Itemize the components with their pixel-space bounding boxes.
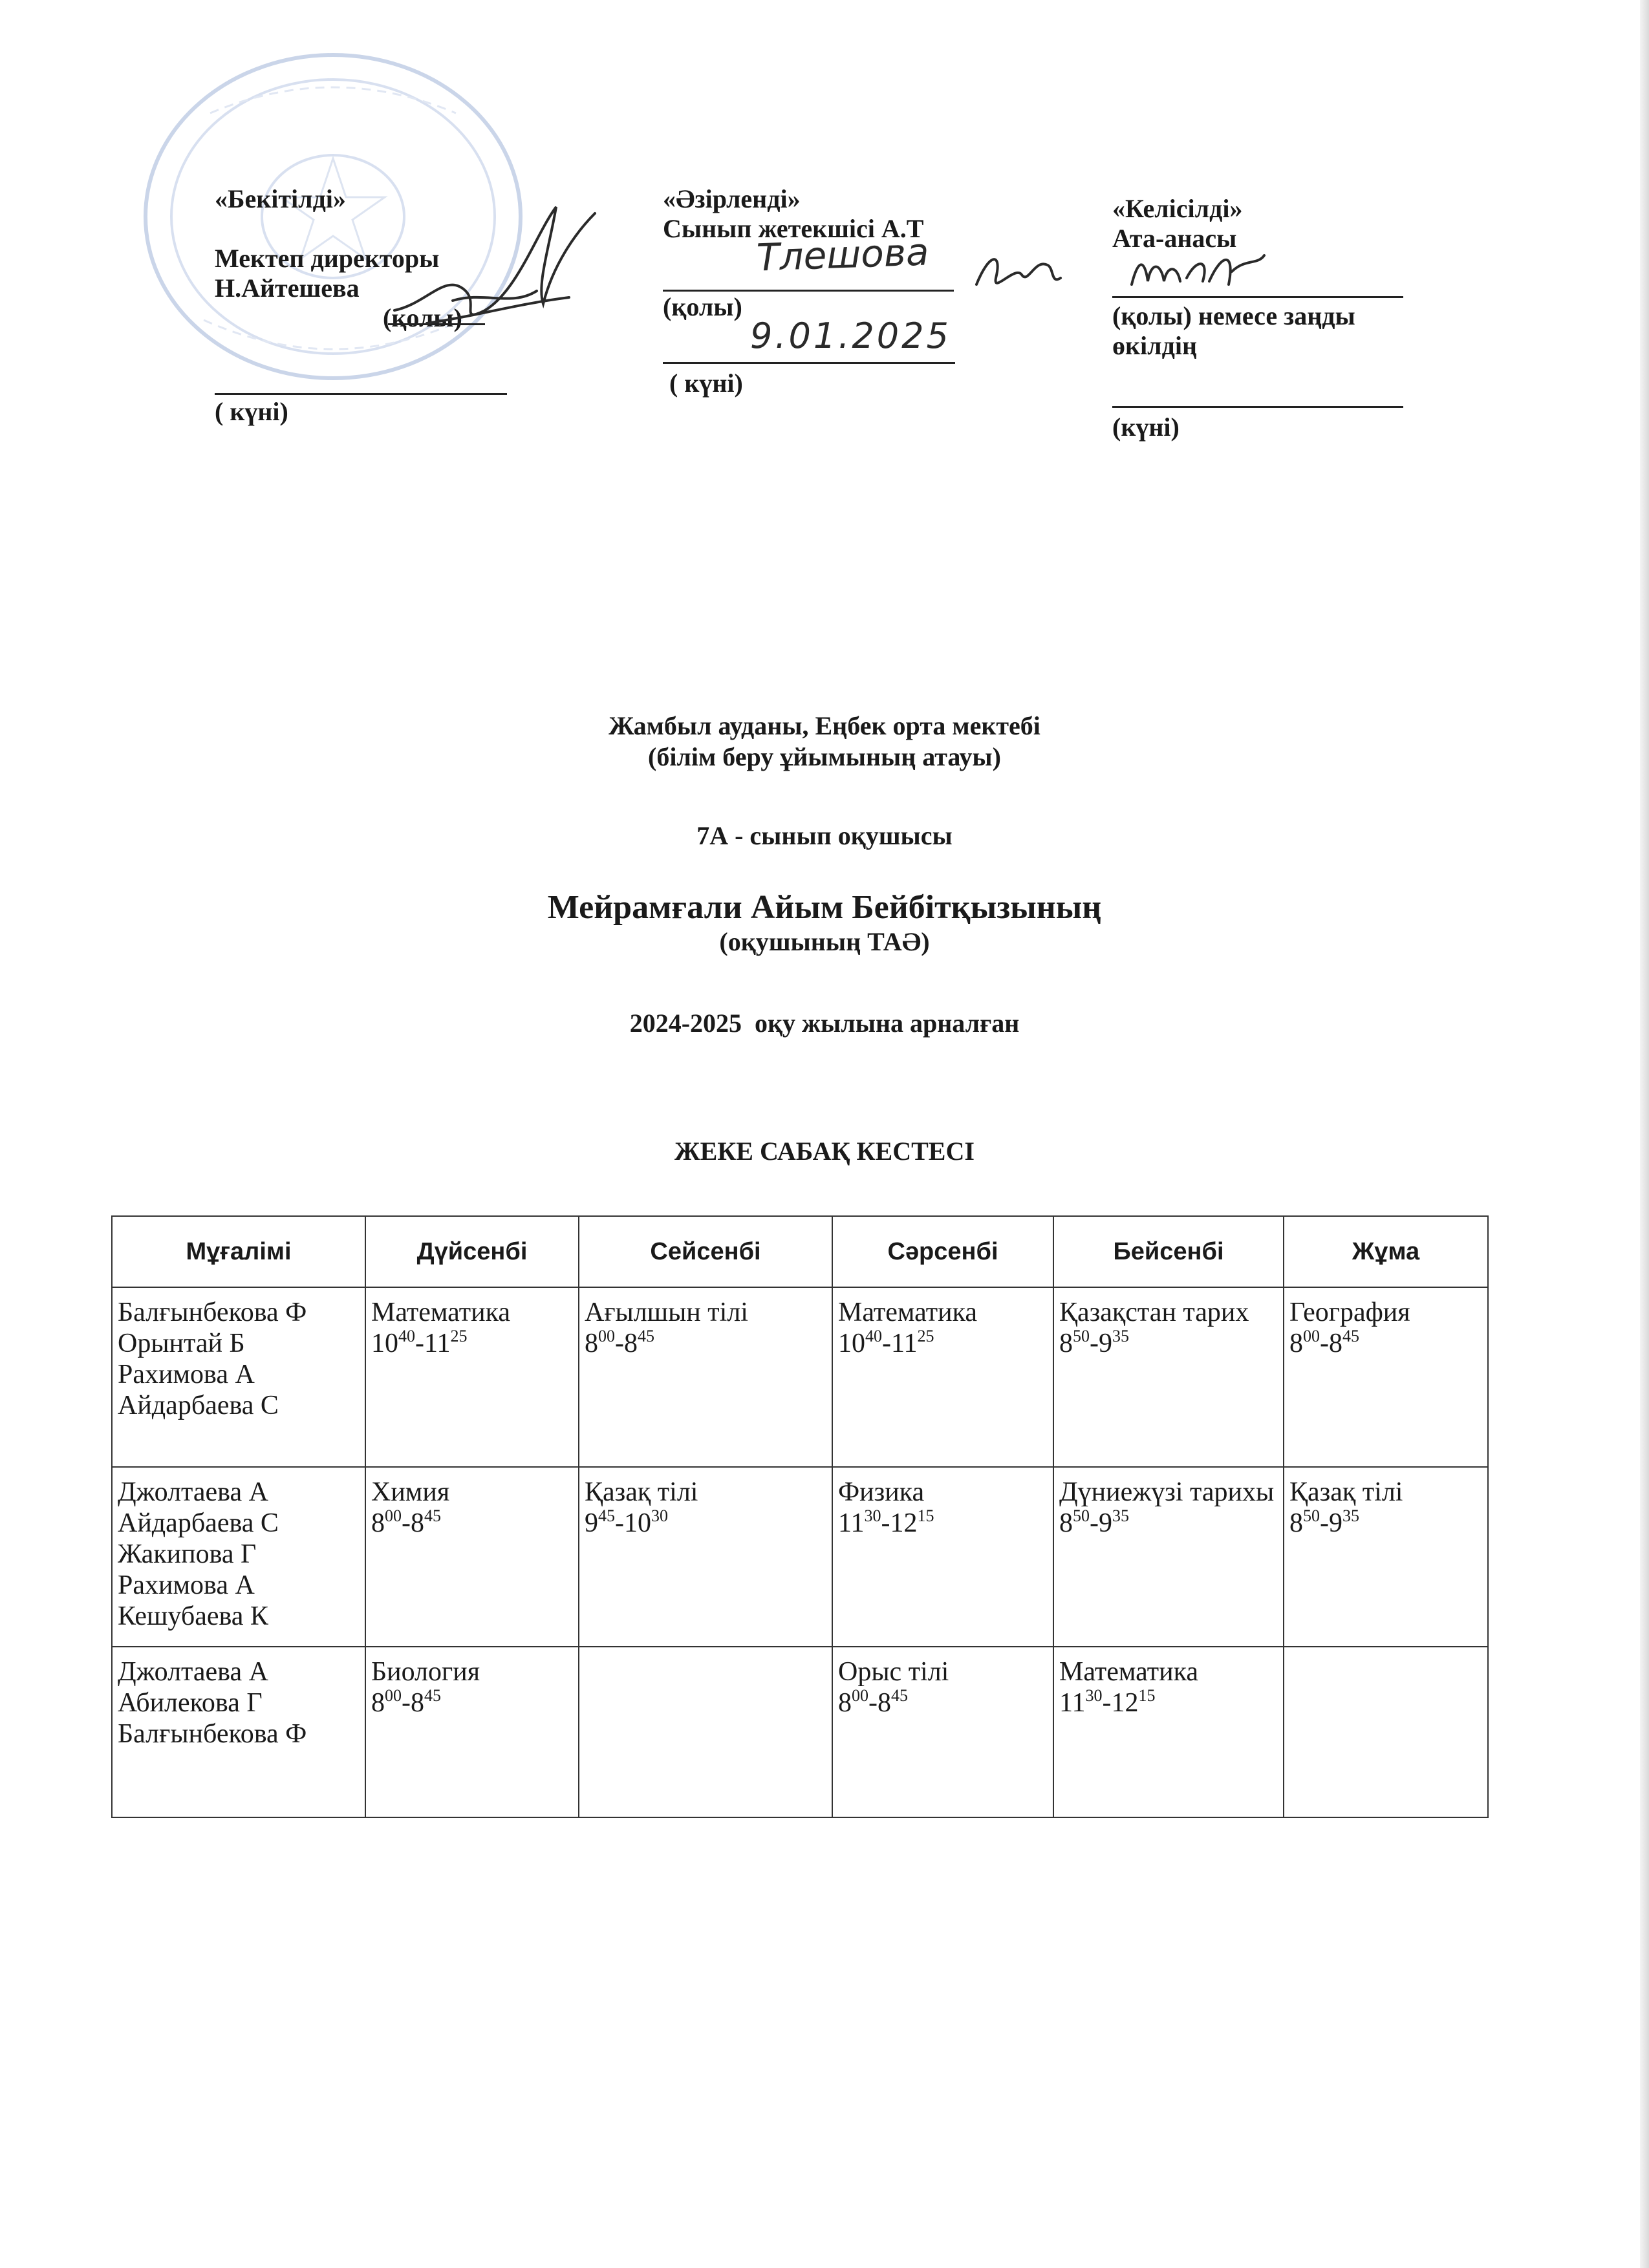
- teacher-name: Кешубаева К: [118, 1601, 268, 1631]
- header-thursday: Бейсенбі: [1053, 1216, 1284, 1287]
- teacher-name: Джолтаева А: [118, 1657, 268, 1687]
- lesson-subject: Қазақ тілі: [585, 1477, 698, 1507]
- teacher-name: Абилекова Г: [118, 1688, 263, 1718]
- teacher-cell: [112, 1467, 365, 1647]
- teacher-name: Айдарбаева С: [118, 1508, 279, 1538]
- student-name: Мейрамғали Айым Бейбітқызының: [547, 889, 1102, 926]
- lesson-cell: [1053, 1287, 1284, 1467]
- lesson-time: $8^{00}-8^{45}$: [371, 1686, 441, 1718]
- time-end-hour: 12: [890, 1508, 918, 1538]
- lesson-time: $11^{30}-12^{15}$: [1059, 1686, 1156, 1718]
- lesson-cell: [365, 1287, 579, 1467]
- teacher-handwritten-date: 9.01.2025: [750, 316, 951, 356]
- time-end-hour: 8: [411, 1508, 424, 1538]
- time-end-hour: 9: [1329, 1508, 1342, 1538]
- teacher-name: Джолтаева А: [118, 1477, 268, 1507]
- class-line: 7А - сынып оқушысы: [696, 821, 953, 850]
- time-start-minute: 00: [598, 1327, 615, 1345]
- time-end-minute: 35: [1342, 1506, 1359, 1525]
- time-start-hour: 8: [1059, 1508, 1073, 1538]
- agreed-sign-label: (қолы) немесе заңды: [1112, 301, 1355, 330]
- lesson-time: $8^{00}-8^{45}$: [838, 1686, 908, 1718]
- scan-edge-shadow: [1640, 0, 1649, 2268]
- agreed-title: «Келісілді»: [1112, 194, 1243, 223]
- teacher-signature: [970, 239, 1067, 304]
- teacher-name: Балғынбекова Ф: [118, 1298, 307, 1327]
- time-end-hour: 8: [1329, 1329, 1342, 1358]
- lesson-cell: [579, 1287, 832, 1467]
- agreed-sign-labels: [1112, 301, 1355, 361]
- approved-title: «Бекітілді»: [215, 184, 346, 213]
- lesson-time: $8^{00}-8^{45}$: [371, 1506, 441, 1538]
- lesson-subject: Физика: [838, 1477, 925, 1507]
- lesson-subject: Орыс тілі: [838, 1657, 949, 1687]
- parent-position: Ата-анасы: [1112, 224, 1237, 253]
- time-start-hour: 8: [1059, 1329, 1073, 1358]
- lesson-cell: [365, 1647, 579, 1817]
- lesson-subject: Қазақстан тарих: [1059, 1298, 1249, 1327]
- lesson-time: $10^{40}-11^{25}$: [371, 1327, 468, 1358]
- lesson-time: $11^{30}-12^{15}$: [838, 1506, 934, 1538]
- time-end-hour: 9: [1099, 1508, 1112, 1538]
- teacher-name: Рахимова А: [118, 1360, 255, 1389]
- lesson-time: $8^{50}-9^{35}$: [1059, 1327, 1129, 1358]
- director-position: Мектеп директоры: [215, 244, 440, 273]
- class-teacher-position: Сынып жетекшісі А.Т: [663, 214, 924, 243]
- time-start-minute: 40: [398, 1327, 415, 1345]
- time-end-minute: 45: [424, 1686, 441, 1705]
- parent-date-line: [1112, 406, 1403, 408]
- school-name-note: (білім беру ұйымының атауы): [648, 742, 1001, 771]
- time-start-minute: 00: [852, 1686, 868, 1705]
- lesson-subject: Ағылшын тілі: [585, 1298, 748, 1327]
- lesson-time: $8^{00}-8^{45}$: [1289, 1327, 1359, 1358]
- time-start-hour: 8: [371, 1688, 385, 1718]
- table-row: [112, 1647, 1488, 1817]
- time-start-hour: 9: [585, 1508, 598, 1538]
- header-monday: Дүйсенбі: [365, 1216, 579, 1287]
- time-end-hour: 8: [411, 1688, 424, 1718]
- time-end-minute: 25: [917, 1327, 934, 1345]
- table-row: [112, 1287, 1488, 1467]
- teacher-name: Орынтай Б: [118, 1329, 245, 1358]
- lesson-subject: География: [1289, 1298, 1410, 1327]
- lesson-cell: [1284, 1647, 1488, 1817]
- time-start-minute: 50: [1303, 1506, 1320, 1525]
- time-start-hour: 11: [1059, 1688, 1086, 1718]
- director-name: Н.Айтешева: [215, 273, 360, 303]
- table-row: [112, 1467, 1488, 1647]
- approved-sign-label: (қолы): [383, 303, 462, 332]
- lesson-subject: Математика: [838, 1298, 977, 1327]
- time-end-hour: 8: [624, 1329, 638, 1358]
- lesson-subject: Биология: [371, 1657, 480, 1687]
- time-end-minute: 35: [1112, 1506, 1129, 1525]
- parent-signature: [1125, 246, 1274, 304]
- lesson-subject: Қазақ тілі: [1289, 1477, 1403, 1507]
- lesson-time: $10^{40}-11^{25}$: [838, 1327, 934, 1358]
- time-start-minute: 30: [1085, 1686, 1103, 1705]
- academic-year-line: 2024-2025 оқу жылына арналған: [629, 1009, 1020, 1038]
- lesson-cell: [1053, 1647, 1284, 1817]
- teacher-cell: [112, 1647, 365, 1817]
- student-name-note: (оқушының ТАӘ): [719, 927, 930, 956]
- time-start-minute: 00: [385, 1506, 402, 1525]
- header-tuesday: Сейсенбі: [579, 1216, 832, 1287]
- agreed-date-label: (күні): [1112, 412, 1180, 442]
- time-start-hour: 10: [371, 1329, 398, 1358]
- time-end-minute: 35: [1112, 1327, 1129, 1345]
- time-end-hour: 12: [1111, 1688, 1139, 1718]
- lesson-cell: [579, 1647, 832, 1817]
- teacher-signature-line: [663, 290, 954, 292]
- schedule-table: [111, 1215, 1489, 1818]
- parent-signature-line: [1112, 296, 1403, 298]
- lesson-cell: [579, 1467, 832, 1647]
- lesson-cell: [1053, 1467, 1284, 1647]
- time-start-hour: 8: [1289, 1508, 1303, 1538]
- time-start-minute: 00: [385, 1686, 402, 1705]
- time-end-hour: 10: [624, 1508, 651, 1538]
- time-end-hour: 8: [878, 1688, 891, 1718]
- time-start-hour: 8: [1289, 1329, 1303, 1358]
- header-friday: Жұма: [1284, 1216, 1488, 1287]
- teacher-name: Рахимова А: [118, 1570, 255, 1600]
- time-start-hour: 8: [585, 1329, 598, 1358]
- lesson-cell: [1284, 1467, 1488, 1647]
- teacher-name: Балғынбекова Ф: [118, 1719, 307, 1749]
- time-end-minute: 45: [424, 1506, 441, 1525]
- lesson-subject: Математика: [1059, 1657, 1198, 1687]
- time-end-minute: 15: [917, 1506, 934, 1525]
- schedule-header-row: [112, 1216, 1488, 1287]
- prepared-date-label: ( күні): [663, 369, 743, 398]
- time-end-minute: 45: [891, 1686, 908, 1705]
- agreed-block: [1112, 194, 1242, 253]
- time-start-minute: 30: [864, 1506, 881, 1525]
- lesson-time: $8^{00}-8^{45}$: [585, 1327, 654, 1358]
- lesson-cell: [832, 1647, 1053, 1817]
- teacher-cell: [112, 1287, 365, 1467]
- time-end-hour: 9: [1099, 1329, 1112, 1358]
- lesson-time: $9^{45}-10^{30}$: [585, 1506, 668, 1538]
- time-start-minute: 00: [1303, 1327, 1320, 1345]
- time-start-hour: 8: [838, 1688, 852, 1718]
- director-signature: [388, 194, 601, 349]
- lesson-time: $8^{50}-9^{35}$: [1059, 1506, 1129, 1538]
- time-start-hour: 11: [838, 1508, 865, 1538]
- teacher-date-line: [663, 362, 955, 364]
- lesson-cell: [832, 1467, 1053, 1647]
- time-end-minute: 25: [450, 1327, 468, 1345]
- time-end-hour: 11: [891, 1329, 918, 1358]
- time-end-hour: 11: [424, 1329, 451, 1358]
- lesson-time: $8^{50}-9^{35}$: [1289, 1506, 1359, 1538]
- lesson-subject: Дүниежүзі тарихы: [1059, 1477, 1275, 1507]
- time-start-minute: 50: [1073, 1327, 1090, 1345]
- prepared-title: «Әзірленді»: [663, 184, 801, 213]
- header-teacher: Мұғалімі: [112, 1216, 365, 1287]
- prepared-sign-label: (қолы): [663, 292, 742, 321]
- schedule-title: ЖЕКЕ САБАҚ КЕСТЕСІ: [674, 1137, 975, 1166]
- teacher-name: Айдарбаева С: [118, 1391, 279, 1420]
- time-end-minute: 45: [1342, 1327, 1359, 1345]
- time-start-hour: 8: [371, 1508, 385, 1538]
- lesson-cell: [1284, 1287, 1488, 1467]
- approved-date-label: ( күні): [215, 397, 288, 426]
- time-end-minute: 30: [651, 1506, 668, 1525]
- approved-date-line: [215, 393, 507, 395]
- time-start-minute: 40: [865, 1327, 882, 1345]
- lesson-cell: [365, 1467, 579, 1647]
- header-wednesday: Сәрсенбі: [832, 1216, 1053, 1287]
- schedule-body: [112, 1287, 1488, 1817]
- teacher-name: Жакипова Г: [118, 1539, 257, 1569]
- agreed-sign-label-2: өкілдің: [1112, 331, 1197, 360]
- school-name: Жамбыл ауданы, Еңбек орта мектебі: [609, 711, 1040, 740]
- lesson-subject: Химия: [371, 1477, 450, 1507]
- teacher-handwritten-name: Тлешова: [755, 230, 930, 280]
- time-start-minute: 50: [1073, 1506, 1090, 1525]
- lesson-subject: Математика: [371, 1298, 510, 1327]
- time-start-hour: 10: [838, 1329, 865, 1358]
- time-end-minute: 15: [1138, 1686, 1156, 1705]
- lesson-cell: [832, 1287, 1053, 1467]
- time-start-minute: 45: [598, 1506, 615, 1525]
- time-end-minute: 45: [638, 1327, 654, 1345]
